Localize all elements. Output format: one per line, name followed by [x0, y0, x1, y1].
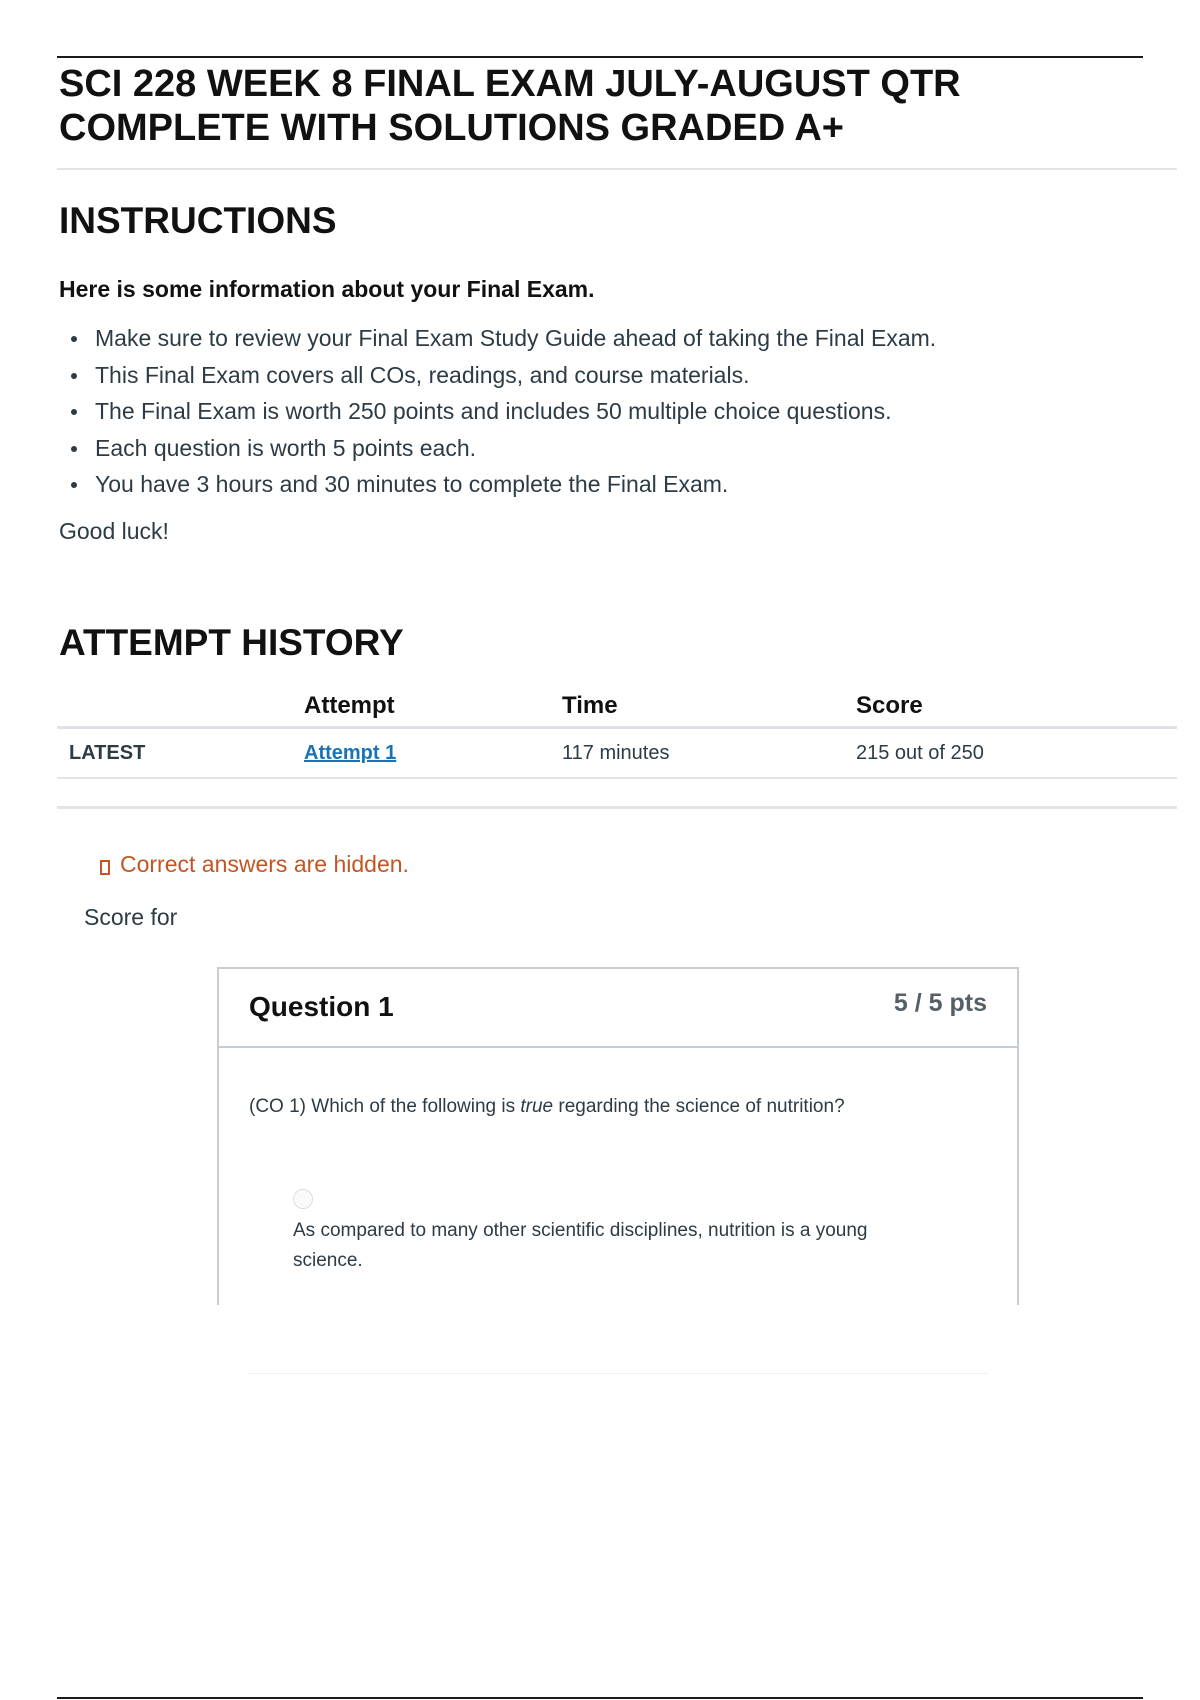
closing-text: Good luck!	[59, 518, 169, 544]
attempt-history-heading: ATTEMPT HISTORY	[59, 622, 404, 663]
attempt-1-link[interactable]: Attempt 1	[304, 741, 397, 764]
column-header-attempt: Attempt	[304, 686, 562, 728]
question-header	[219, 969, 1017, 1048]
instructions-list	[59, 320, 1159, 503]
bottom-divider	[57, 1697, 1143, 1699]
question-text-start: (CO 1) Which of the following is	[249, 1096, 521, 1117]
time-cell: 117 minutes	[562, 728, 856, 779]
latest-label: LATEST	[57, 728, 304, 779]
question-title: Question 1	[249, 991, 394, 1022]
attempt-cell	[304, 728, 562, 779]
answers-hidden-notice	[100, 851, 409, 878]
column-header-score: Score	[856, 686, 1177, 728]
question-text-end: regarding the science of nutrition?	[553, 1096, 845, 1117]
score-cell: 215 out of 250	[856, 728, 1177, 779]
list-item: This Final Exam covers all COs, readings, and course materials.	[59, 357, 1159, 394]
warning-icon	[100, 860, 110, 875]
instructions-intro: Here is some information about your Final Exam.	[59, 276, 595, 302]
table-row	[57, 728, 1177, 779]
score-for-label: Score for	[84, 904, 178, 930]
answer-option-text: As compared to many other scientific disciplines, nutrition is a young science.	[293, 1220, 868, 1271]
column-header-blank	[57, 686, 304, 728]
title-divider	[57, 168, 1177, 170]
table-header-row	[57, 686, 1177, 728]
list-item: Make sure to review your Final Exam Study Guide ahead of taking the Final Exam.	[59, 320, 1159, 357]
question-text	[249, 1096, 845, 1118]
answer-divider	[247, 1373, 989, 1374]
instructions-heading: INSTRUCTIONS	[59, 200, 337, 241]
column-header-time: Time	[562, 686, 856, 728]
question-text-emphasis: true	[520, 1096, 554, 1117]
answer-radio[interactable]	[293, 1189, 313, 1209]
notice-text: Correct answers are hidden.	[120, 851, 409, 877]
question-card	[217, 967, 1019, 1305]
attempt-history-table	[57, 686, 1177, 779]
top-divider	[57, 56, 1143, 58]
question-points: 5 / 5 pts	[893, 989, 987, 1017]
list-item: Each question is worth 5 points each.	[59, 430, 1159, 467]
list-item: The Final Exam is worth 250 points and includes 50 multiple choice questions.	[59, 393, 1159, 430]
document-title: SCI 228 WEEK 8 FINAL EXAM JULY-AUGUST QTR COMPLETE WITH SOLUTIONS GRADED A+	[59, 63, 961, 149]
section-divider	[57, 806, 1177, 809]
list-item: You have 3 hours and 30 minutes to complete the Final Exam.	[59, 466, 1159, 503]
